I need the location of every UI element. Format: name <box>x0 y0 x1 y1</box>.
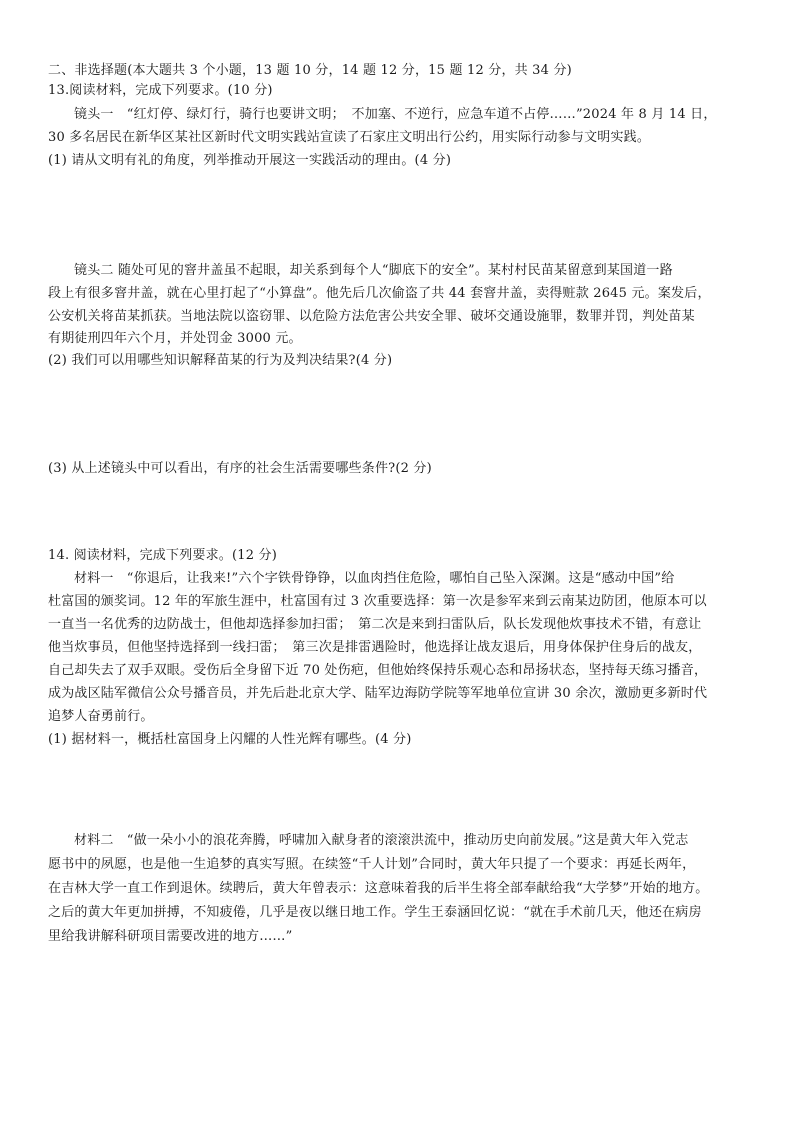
q13-sub1-prompt: (1) 请从文明有礼的角度，列举推动开展这一实践活动的理由。(4 分) <box>48 153 452 168</box>
q14-material1-line: 成为战区陆军微信公众号播音员，并先后赴北京大学、陆军边海防学院等军地单位宣讲 30 余次，激励更多新时代 <box>48 686 708 701</box>
q13-shot2-line: 有期徒刑四年六个月，并处罚金 3000 元。 <box>48 331 302 346</box>
q14-sub1-prompt: (1) 据材料一，概括杜富国身上闪耀的人性光辉有哪些。(4 分) <box>48 732 412 747</box>
q14-material2-line: 材料二 “做一朵小小的浪花奔腾，呼啸加入献身者的滚滚洪流中，推动历史向前发展。”这是黄大年入党志 <box>74 833 689 848</box>
q14-material1-line: 他当炊事员，但他坚持选择到一线扫雷； 第三次是排雷遇险时，他选择让战友退后，用身体保护住身后的战友， <box>48 640 702 655</box>
q14-material1-line: 杜富国的颁奖词。12 年的军旅生涯中，杜富国有过 3 次重要选择：第一次是参军来到云南某边防团，他原本可以 <box>48 594 707 609</box>
q13-shot1-line: 30 多名居民在新华区某社区新时代文明实践站宣读了石家庄文明出行公约，用实际行动参与文明实践。 <box>48 130 651 145</box>
q13-sub2-prompt: (2) 我们可以用哪些知识解释苗某的行为及判决结果?(4 分) <box>48 353 393 368</box>
q14-material2-line: 里给我讲解科研项目需要改进的地方……” <box>48 929 293 944</box>
q13-shot2-line: 镜头二 随处可见的窨井盖虽不起眼，却关系到每个人“脚底下的安全”。某村村民苗某留意到某国道一路 <box>74 263 673 278</box>
q13-shot2-line: 公安机关将苗某抓获。当地法院以盗窃罪、以危险方法危害公共安全罪、破坏交通设施罪，数罪并罚，判处苗某 <box>48 309 695 324</box>
q14-title: 14. 阅读材料，完成下列要求。(12 分) <box>48 548 278 563</box>
q14-material1-line: 一直当一名优秀的边防战士，但他却选择参加扫雷； 第二次是来到扫雷队后，队长发现他炊事技术不错，有意让 <box>48 617 702 632</box>
q14-material2-line: 愿书中的夙愿，也是他一生追梦的真实写照。在续签“千人计划”合同时，黄大年只提了一个要求：再延长两年， <box>48 857 696 872</box>
q13-sub3-prompt: (3) 从上述镜头中可以看出，有序的社会生活需要哪些条件?(2 分) <box>48 461 432 476</box>
q13-title: 13.阅读材料，完成下列要求。(10 分) <box>48 83 273 98</box>
q14-material1-line: 自己却失去了双手双眼。受伤后全身留下近 70 处伤疤，但他始终保持乐观心态和昂扬状态，坚持每天练习播音， <box>48 663 708 678</box>
q14-material2-line: 在吉林大学一直工作到退休。续聘后，黄大年曾表示：这意味着我的后半生将全部奉献给我“大学梦”开始的地方。 <box>48 881 709 896</box>
q13-shot1-line: 镜头一 “红灯停、绿灯行，骑行也要讲文明； 不加塞、不逆行，应急车道不占停……”2024 年 8 月 14 日， <box>74 107 717 122</box>
q14-material1-line: 材料一 “你退后，让我来!”六个字铁骨铮铮，以血肉挡住危险，哪怕自己坠入深渊。这是“感动中国”给 <box>74 571 675 586</box>
q14-material2-line: 之后的黄大年更加拼搏，不知疲倦，几乎是夜以继日地工作。学生王泰涵回忆说：“就在手术前几天，他还在病房 <box>48 905 702 920</box>
section-header: 二、非选择题(本大题共 3 个小题，13 题 10 分，14 题 12 分，15 题 12 分，共 34 分) <box>48 63 572 78</box>
q13-shot2-line: 段上有很多窨井盖，就在心里打起了“小算盘”。他先后几次偷盗了共 44 套窨井盖，卖得赃款 2645 元。案发后， <box>48 286 711 301</box>
q14-material1-line: 追梦人奋勇前行。 <box>48 709 154 724</box>
